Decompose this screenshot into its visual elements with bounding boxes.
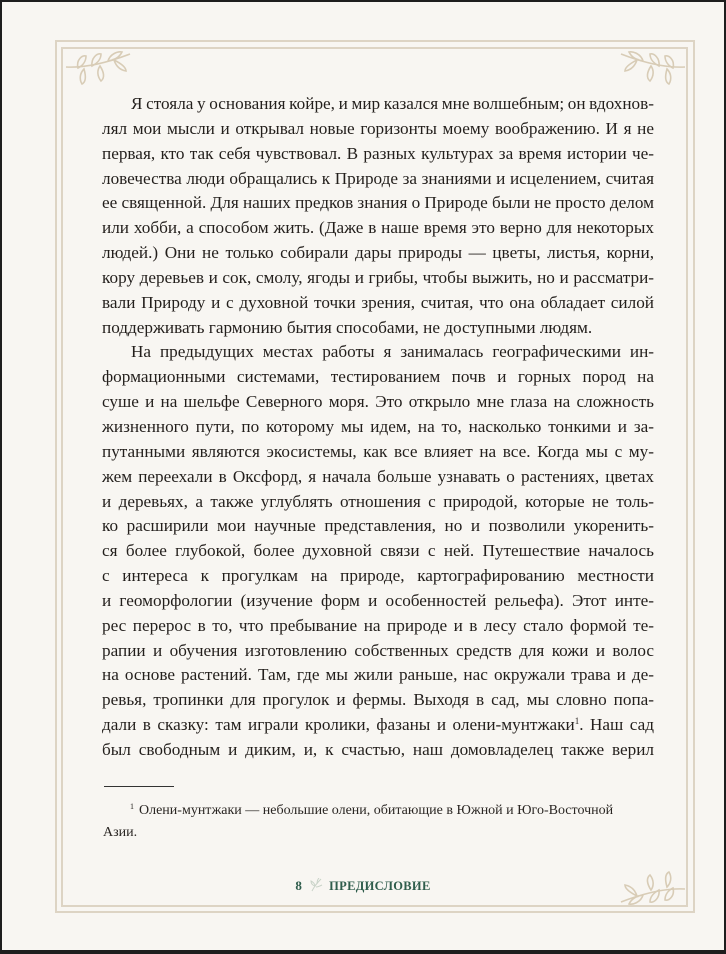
text-line: первая, кто так себя чувствовал. В разных культурах за время истории че-	[102, 143, 654, 163]
text-line-content: дали в сказку: там играли кролики, фазаны и олени-мунтжаки	[102, 715, 575, 735]
text-line: ся более глубокой, более духовной связи с ней. Путешествие началось	[102, 541, 654, 561]
leaf-branch-icon	[617, 50, 687, 90]
footnote	[103, 796, 673, 844]
text-line: путанными являются экосистемы, как все влияет на все. Когда мы с му-	[102, 441, 654, 461]
text-line: суше и на шельфе Северного моря. Это открыло мне глаза на сложность	[102, 392, 654, 412]
text-line: ревья, тропинки для прогулок и фермы. Выходя в сад, мы словно попа-	[102, 690, 654, 710]
page-number: 8	[295, 878, 302, 893]
text-line: ее священной. Для наших предков знания о Природе были не просто делом	[102, 193, 654, 213]
text-line: или хобби, а способом жить. (Даже в наше время это верно для некоторых	[102, 218, 654, 238]
text-line: и деревьях, а также углублять отношения с природой, которые не толь-	[102, 491, 654, 511]
text-line: кору деревьев и сок, смолу, ягоды и грибы, чтобы выжить, но и рассматри-	[102, 267, 654, 287]
footnote-divider	[104, 786, 174, 787]
text-line: жизненного пути, по которому мы идем, на то, насколько тонкими и за-	[102, 416, 654, 436]
page-footer	[2, 878, 724, 896]
leaf-branch-icon	[64, 50, 134, 90]
footnote-reference[interactable]: 1	[574, 716, 580, 727]
text-line: жем переехали в Оксфорд, я начала больше узнавать о растениях, цветах	[102, 466, 654, 486]
text-line: На предыдущих местах работы я занималась географическими ин-	[131, 342, 654, 362]
text-line	[102, 713, 654, 738]
section-title: ПРЕДИСЛОВИЕ	[329, 879, 431, 893]
text-line: вали Природу и с духовной точки зрения, считая, что она обладает силой	[102, 292, 654, 312]
text-line-tail: . Наш сад	[579, 715, 654, 735]
body-text	[102, 92, 654, 763]
text-line: на основе растений. Там, где мы жили раньше, нас окружали трава и де-	[102, 665, 654, 685]
footnote-marker: 1	[130, 802, 134, 811]
text-line: с интереса к прогулкам на природе, картографированию местности	[102, 566, 654, 586]
text-line: был свободным и диким, и, к счастью, наш домовладелец также верил	[102, 739, 654, 759]
paragraph-2	[102, 340, 654, 762]
text-line: формационными системами, тестированием почв и горных пород на	[102, 367, 654, 387]
book-page	[2, 2, 724, 950]
text-line: ко расширили мои научные представления, но и позволили укоренить-	[102, 516, 654, 536]
text-line: Я стояла у основания койре, и мир казался мне волшебным; он вдохнов-	[131, 94, 654, 113]
text-line: ловечества люди обращались к Природе за знаниями и исцелением, считая	[102, 168, 654, 188]
text-line: рес перерос в то, что пребывание на природе и в лесу стало формой те-	[102, 615, 654, 635]
text-line: людей.) Они не только собирали дары природы — цветы, листья, корни,	[102, 243, 654, 263]
text-line: поддерживать гармонию бытия способами, не доступными людям.	[102, 317, 593, 337]
text-line: рапии и обучения изготовлению собственных средств для кожи и волос	[102, 640, 654, 660]
sprig-icon	[309, 878, 323, 896]
footnote-text: Олени-мунтжаки — небольшие олени, обитающие в Южной и Юго-Восточной	[139, 803, 614, 818]
paragraph-1	[102, 92, 654, 340]
footnote-text-cont: Азии.	[103, 825, 138, 840]
text-line: и геоморфологии (изучение форм и особенностей рельефа). Этот инте-	[102, 590, 654, 610]
text-line: лял мои мысли и открывал новые горизонты моему воображению. И я не	[102, 118, 654, 138]
